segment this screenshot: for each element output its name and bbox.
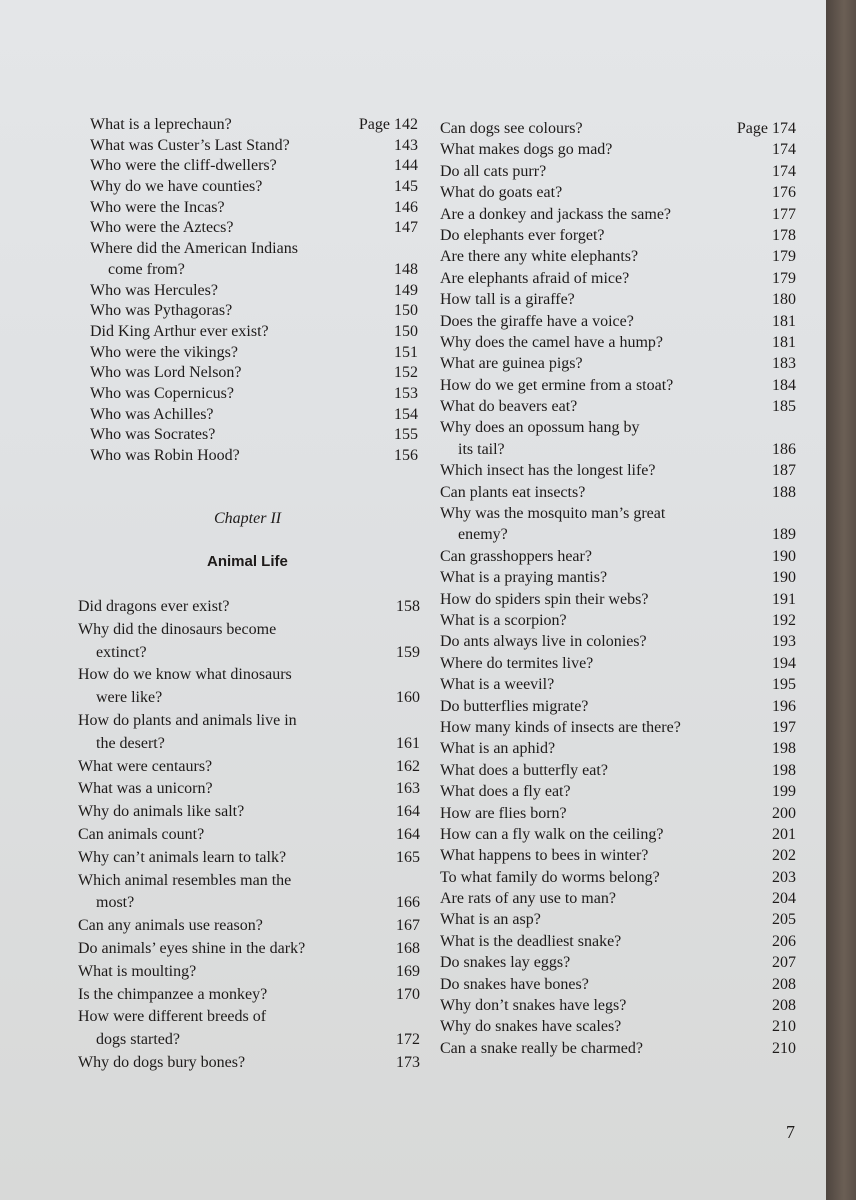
contents-entry [440, 781, 796, 802]
contents-entry [440, 353, 796, 374]
contents-entry [440, 696, 796, 717]
contents-entry [90, 446, 418, 467]
entry-page: 186 [772, 440, 796, 458]
entry-page: 144 [394, 157, 418, 175]
contents-entry [440, 268, 796, 289]
entry-question: Are a donkey and jackass the same? [440, 205, 672, 223]
entry-page: 208 [772, 975, 796, 993]
entry-question: Who were the Incas? [90, 198, 225, 216]
contents-entry [440, 118, 796, 139]
entry-question: What is a scorpion? [440, 611, 567, 629]
entry-page: 210 [772, 1018, 796, 1036]
entry-question: Which animal resembles man the [78, 871, 292, 889]
entry-question: Who was Achilles? [90, 405, 214, 423]
contents-entry [90, 115, 418, 136]
entry-question: What is a weevil? [440, 676, 555, 694]
entry-question: Do animals’ eyes shine in the dark? [78, 939, 306, 957]
entry-page: 193 [772, 633, 796, 651]
entry-question: What do goats eat? [440, 184, 563, 202]
contents-entry [78, 619, 420, 642]
contents-entry [440, 289, 796, 310]
entry-page: 160 [396, 689, 420, 707]
entry-question: How many kinds of insects are there? [440, 718, 681, 736]
entry-page: 183 [772, 355, 796, 373]
contents-entry [90, 239, 418, 260]
contents-entry [78, 1029, 420, 1052]
entry-page: 196 [772, 697, 796, 715]
entry-page: 150 [394, 302, 418, 320]
entry-page: 184 [772, 376, 796, 394]
entry-question: Can animals count? [78, 825, 205, 843]
entry-question: What does a butterfly eat? [440, 761, 608, 779]
entry-page: 158 [396, 598, 420, 615]
entry-question: How do we know what dinosaurs [78, 666, 292, 684]
contents-entry [440, 653, 796, 674]
entry-page: 197 [772, 718, 796, 736]
contents-entry [440, 717, 796, 738]
entry-page: 155 [394, 426, 418, 444]
entry-page: 202 [772, 847, 796, 865]
entry-page: 203 [772, 868, 796, 886]
entry-question: most? [96, 894, 135, 912]
entry-question: What is moulting? [78, 962, 197, 980]
contents-entry [78, 642, 420, 665]
entry-question: Who were the Aztecs? [90, 219, 234, 237]
entry-question: Are rats of any use to man? [440, 890, 616, 908]
contents-entry [440, 417, 796, 438]
entry-question: Are there any white elephants? [440, 248, 639, 266]
entry-page: 195 [772, 676, 796, 694]
entry-page: 179 [772, 269, 796, 287]
page-number: 7 [786, 1122, 795, 1142]
entry-question: Can a snake really be charmed? [440, 1039, 644, 1057]
entry-question: Which insect has the longest life? [440, 462, 656, 480]
contents-entry [440, 1038, 796, 1059]
contents-entry [440, 824, 796, 845]
contents-entry [440, 674, 796, 695]
entry-page: 152 [394, 364, 418, 382]
entry-page: 187 [772, 462, 796, 480]
entry-page: 181 [772, 333, 796, 351]
entry-question: What does a fly eat? [440, 783, 571, 801]
entry-question: Who were the vikings? [90, 343, 238, 361]
contents-entry [90, 281, 418, 302]
entry-page: 179 [772, 248, 796, 266]
contents-entry [90, 301, 418, 322]
entry-question: Do snakes have bones? [440, 975, 589, 993]
entry-page: 164 [396, 825, 420, 843]
contents-entry [440, 503, 796, 524]
contents-entry [440, 888, 796, 909]
contents-entry [78, 778, 420, 801]
entry-page: 154 [394, 405, 418, 423]
entry-page: 166 [396, 894, 420, 912]
contents-entry [90, 156, 418, 177]
entry-page: 194 [772, 654, 796, 672]
contents-entry [440, 867, 796, 888]
contents-entry [78, 961, 420, 984]
contents-entry [440, 524, 796, 545]
entry-page: 172 [396, 1031, 420, 1049]
entry-page: 161 [396, 734, 420, 752]
contents-entry [440, 567, 796, 588]
entry-question: Do ants always live in colonies? [440, 633, 647, 651]
contents-entry [78, 596, 420, 619]
entry-question: come from? [108, 260, 185, 278]
entry-question: Who was Copernicus? [90, 384, 234, 402]
entry-page: 177 [772, 205, 796, 223]
entry-question: Why can’t animals learn to talk? [78, 848, 287, 866]
entry-page: 164 [396, 803, 420, 821]
entry-page: 190 [772, 569, 796, 587]
entry-page: 192 [772, 611, 796, 629]
entry-page: 153 [394, 384, 418, 402]
entry-question: How do spiders spin their webs? [440, 590, 649, 608]
entry-question: Can dogs see colours? [440, 120, 583, 137]
contents-entry [78, 1006, 420, 1029]
entry-page: 147 [394, 219, 418, 237]
contents-entry [78, 687, 420, 710]
entry-question: dogs started? [96, 1031, 180, 1049]
entry-question: were like? [96, 689, 163, 707]
contents-entry [440, 482, 796, 503]
entry-page: 207 [772, 954, 796, 972]
entry-question: Do butterflies migrate? [440, 697, 589, 715]
contents-entry [440, 845, 796, 866]
contents-entry [78, 938, 420, 961]
entry-page: 210 [772, 1039, 796, 1057]
contents-entry [90, 343, 418, 364]
entry-page: 170 [396, 985, 420, 1003]
entry-question: Who was Pythagoras? [90, 302, 233, 320]
contents-entry [440, 952, 796, 973]
entry-page: 150 [394, 322, 418, 340]
contents-entry [90, 198, 418, 219]
contents-entry [440, 396, 796, 417]
entry-page: 149 [394, 281, 418, 299]
entry-page: 198 [772, 761, 796, 779]
entry-question: Are elephants afraid of mice? [440, 269, 630, 287]
contents-entry [440, 225, 796, 246]
entry-question: Why does the camel have a hump? [440, 333, 664, 351]
contents-column-left-top [90, 115, 418, 467]
contents-entry [90, 322, 418, 343]
entry-question: Where did the American Indians [90, 240, 298, 258]
contents-entry [90, 218, 418, 239]
contents-entry [90, 405, 418, 426]
entry-question: Did King Arthur ever exist? [90, 322, 269, 340]
entry-question: Who was Lord Nelson? [90, 364, 242, 382]
entry-question: Why don’t snakes have legs? [440, 997, 627, 1015]
entry-page: 191 [772, 590, 796, 608]
entry-question: Why did the dinosaurs become [78, 620, 277, 638]
entry-question: Can plants eat insects? [440, 483, 586, 501]
contents-entry [78, 1052, 420, 1075]
entry-page: 189 [772, 526, 796, 544]
entry-page: Page 142 [358, 116, 418, 133]
entry-question: What happens to bees in winter? [440, 847, 649, 865]
contents-entry [440, 738, 796, 759]
contents-entry [78, 892, 420, 915]
entry-question: Who were the cliff-dwellers? [90, 157, 277, 175]
entry-question: enemy? [458, 526, 508, 544]
entry-question: extinct? [96, 643, 147, 661]
entry-question: How were different breeds of [78, 1008, 267, 1026]
entry-page: 201 [772, 825, 796, 843]
entry-page: 174 [772, 141, 796, 159]
entry-page: 188 [772, 483, 796, 501]
contents-entry [78, 870, 420, 893]
contents-entry [90, 363, 418, 384]
entry-question: Do elephants ever forget? [440, 226, 605, 244]
entry-question: What is an aphid? [440, 740, 556, 758]
contents-entry [78, 710, 420, 733]
contents-entry [440, 803, 796, 824]
contents-entry [440, 161, 796, 182]
contents-entry [78, 733, 420, 756]
entry-page: 151 [394, 343, 418, 361]
contents-entry [78, 915, 420, 938]
entry-question: How are flies born? [440, 804, 567, 822]
entry-page: 173 [396, 1053, 420, 1071]
contents-entry [440, 204, 796, 225]
entry-page: 167 [396, 917, 420, 935]
contents-entry [78, 756, 420, 779]
entry-question: How tall is a giraffe? [440, 291, 575, 309]
entry-page: 190 [772, 547, 796, 565]
entry-question: Is the chimpanzee a monkey? [78, 985, 268, 1003]
entry-question: the desert? [96, 734, 165, 752]
entry-page: 169 [396, 962, 420, 980]
contents-entry [440, 931, 796, 952]
entry-page: 146 [394, 198, 418, 216]
entry-page: 159 [396, 643, 420, 661]
entry-page: 198 [772, 740, 796, 758]
entry-page: 148 [394, 260, 418, 278]
contents-column-right [440, 118, 796, 1059]
entry-question: What was a unicorn? [78, 780, 213, 798]
contents-entry [440, 1016, 796, 1037]
entry-question: Why do snakes have scales? [440, 1018, 622, 1036]
entry-question: What makes dogs go mad? [440, 141, 613, 159]
entry-question: Why do we have counties? [90, 178, 263, 196]
entry-page: 165 [396, 848, 420, 866]
entry-question: What are guinea pigs? [440, 355, 583, 373]
entry-question: Can any animals use reason? [78, 917, 263, 935]
chapter-heading: Chapter II [214, 510, 282, 527]
entry-page: 174 [772, 162, 796, 180]
entry-page: 200 [772, 804, 796, 822]
contents-entry [440, 589, 796, 610]
contents-entry [440, 610, 796, 631]
entry-page: 181 [772, 312, 796, 330]
entry-question: How do plants and animals live in [78, 711, 297, 729]
entry-question: Who was Socrates? [90, 426, 216, 444]
entry-page: 145 [394, 178, 418, 196]
entry-question: Do all cats purr? [440, 162, 547, 180]
contents-entry [90, 384, 418, 405]
contents-entry [440, 246, 796, 267]
entry-question: Why was the mosquito man’s great [440, 505, 666, 523]
entry-question: Where do termites live? [440, 654, 594, 672]
contents-entry [440, 460, 796, 481]
entry-page: 206 [772, 932, 796, 950]
contents-entry [440, 182, 796, 203]
contents-entry [90, 425, 418, 446]
contents-entry [440, 546, 796, 567]
entry-page: 156 [394, 447, 418, 464]
contents-entry [78, 847, 420, 870]
entry-question: Can grasshoppers hear? [440, 547, 592, 565]
entry-page: 163 [396, 780, 420, 798]
entry-question: How can a fly walk on the ceiling? [440, 825, 664, 843]
entry-question: Did dragons ever exist? [78, 598, 230, 615]
entry-question: What do beavers eat? [440, 398, 578, 416]
entry-question: Who was Hercules? [90, 281, 218, 299]
contents-entry [440, 995, 796, 1016]
entry-page: 178 [772, 226, 796, 244]
contents-entry [440, 311, 796, 332]
entry-question: Why do dogs bury bones? [78, 1053, 246, 1071]
entry-question: What were centaurs? [78, 757, 213, 775]
entry-question: Why do animals like salt? [78, 803, 245, 821]
entry-question: its tail? [458, 440, 505, 458]
contents-entry [90, 136, 418, 157]
contents-entry [440, 974, 796, 995]
entry-question: Do snakes lay eggs? [440, 954, 571, 972]
contents-entry [90, 260, 418, 281]
entry-page: 208 [772, 997, 796, 1015]
contents-entry [440, 375, 796, 396]
section-title: Animal Life [207, 553, 288, 570]
entry-question: To what family do worms belong? [440, 868, 660, 886]
entry-page: Page 174 [736, 120, 796, 137]
entry-question: What was Custer’s Last Stand? [90, 136, 290, 154]
entry-question: What is the deadliest snake? [440, 932, 622, 950]
entry-page: 199 [772, 783, 796, 801]
entry-page: 185 [772, 398, 796, 416]
entry-question: Does the giraffe have a voice? [440, 312, 634, 330]
entry-question: Why does an opossum hang by [440, 419, 640, 437]
entry-question: How do we get ermine from a stoat? [440, 376, 674, 394]
entry-question: Who was Robin Hood? [90, 447, 240, 464]
contents-entry [440, 909, 796, 930]
contents-entry [440, 631, 796, 652]
background-edge [826, 0, 856, 1200]
contents-entry [78, 824, 420, 847]
entry-page: 205 [772, 911, 796, 929]
entry-page: 162 [396, 757, 420, 775]
contents-entry [440, 139, 796, 160]
contents-entry [78, 984, 420, 1007]
contents-entry [440, 332, 796, 353]
contents-entry [78, 801, 420, 824]
contents-entry [440, 439, 796, 460]
entry-question: What is a praying mantis? [440, 569, 608, 587]
entry-page: 143 [394, 136, 418, 154]
entry-page: 180 [772, 291, 796, 309]
contents-entry [440, 760, 796, 781]
contents-entry [78, 664, 420, 687]
entry-page: 204 [772, 890, 796, 908]
entry-question: What is a leprechaun? [90, 116, 232, 133]
entry-page: 168 [396, 939, 420, 957]
entry-question: What is an asp? [440, 911, 541, 929]
entry-page: 176 [772, 184, 796, 202]
contents-entry [90, 177, 418, 198]
contents-column-left-bottom [78, 596, 420, 1075]
